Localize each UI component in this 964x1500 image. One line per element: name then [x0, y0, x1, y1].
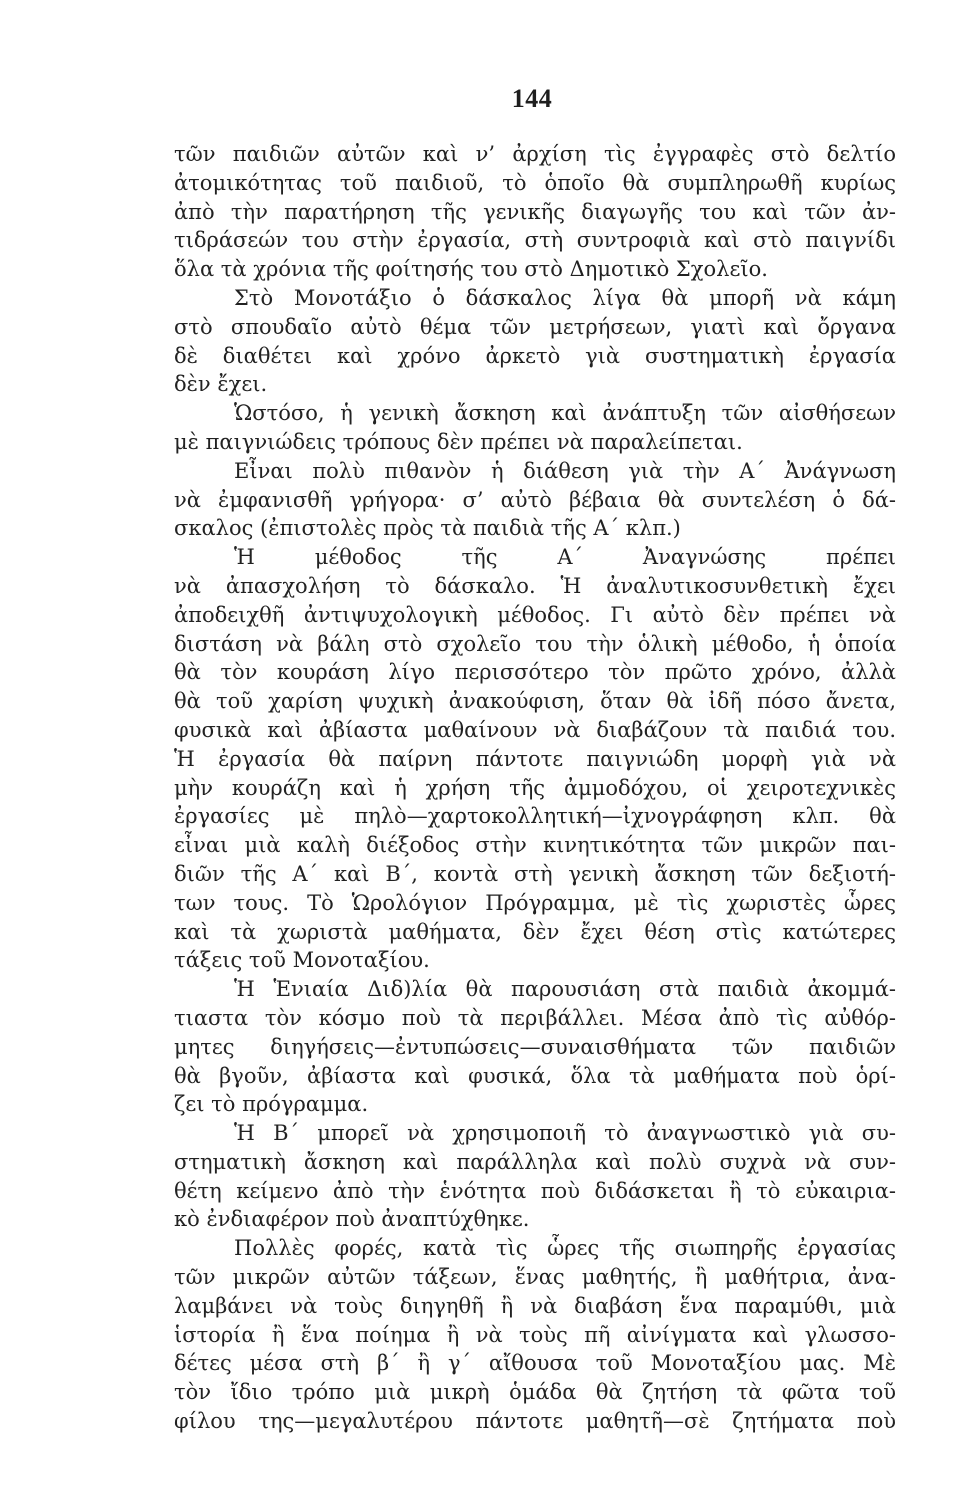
text-line: μὲ παιγνιώδεις τρόπους δὲν πρέπει νὰ παραλείπεται.: [174, 429, 743, 454]
text-line: θέτη κείμενο ἀπὸ τὴν ἑνότητα ποὺ διδάσκεται ἢ τὸ εὐκαιρια-: [174, 1178, 896, 1203]
text-line: ζει τὸ πρόγραμμα.: [174, 1092, 369, 1117]
text-line: διῶν τῆς Α΄ καὶ Β΄, κοντὰ στὴ γενικὴ ἄσκηση τῶν δεξιοτή-: [174, 861, 896, 886]
text-line: δέτες μέσα στὴ β΄ ἢ γ΄ αἴθουσα τοῦ Μονοταξίου μας. Μὲ: [174, 1351, 896, 1376]
text-line: διστάση νὰ βάλη στὸ σχολεῖο του τὴν ὁλικὴ μέθοδο, ἡ ὁποία: [174, 631, 896, 656]
text-line: νὰ ἐμφανισθῆ γρήγορα· σ’ αὐτὸ βέβαια θὰ συντελέση ὁ δά-: [174, 487, 896, 512]
text-line: τῶν μικρῶν αὐτῶν τάξεων, ἕνας μαθητής, ἢ μαθήτρια, ἀνα-: [174, 1265, 896, 1290]
text-line: τῶν παιδιῶν αὐτῶν καὶ ν’ ἀρχίση τὶς ἐγγραφὲς στὸ δελτίο: [174, 142, 896, 166]
text-line: ὅλα τὰ χρόνια τῆς φοίτησής του στὸ Δημοτικὸ Σχολεῖο.: [174, 257, 768, 282]
text-line: καὶ τὰ χωριστὰ μαθήματα, δὲν ἔχει θέση στὶς κατώτερες: [174, 919, 896, 944]
text-line: Στὸ Μονοτάξιο ὁ δάσκαλος λίγα θὰ μπορῆ νὰ κάμη: [234, 285, 896, 310]
text-line: Ὡστόσο, ἡ γενικὴ ἄσκηση καὶ ἀνάπτυξη τῶν αἰσθήσεων: [234, 401, 896, 426]
text-line: φυσικὰ καὶ ἀβίαστα μαθαίνουν νὰ διαβάζουν τὰ παιδιά του.: [174, 717, 896, 742]
text-line: Πολλὲς φορές, κατὰ τὶς ὧρες τῆς σιωπηρῆς ἐργασίας: [234, 1236, 896, 1261]
text-line: Ἡ Ἑνιαία Διδ)λία θὰ παρουσιάση στὰ παιδιὰ ἀκομμά-: [234, 977, 896, 1002]
text-line: μὴν κουράζη καὶ ἡ χρήση τῆς ἀμμοδόχου, οἱ χειροτεχνικὲς: [174, 775, 896, 800]
text-line: των τους. Τὸ Ὡρολόγιον Πρόγραμμα, μὲ τὶς χωριστὲς ὧρες: [174, 890, 896, 915]
text-line: Ἡ μέθοδος τῆς Α΄ Ἀναγνώσης πρέπει: [234, 545, 896, 570]
text-line: τάξεις τοῦ Μονοταξίου.: [174, 948, 430, 973]
text-line: στηματικὴ ἄσκηση καὶ παράλληλα καὶ πολὺ συχνὰ νὰ συν-: [174, 1149, 896, 1174]
text-line: μητες διηγήσεις—ἐντυπώσεις—συναισθήματα τῶν παιδιῶν: [174, 1034, 896, 1059]
text-line: λαμβάνει νὰ τοὺς διηγηθῆ ἢ νὰ διαβάση ἕνα παραμύθι, μιὰ: [174, 1293, 896, 1318]
text-line: τιαστα τὸν κόσμο ποὺ τὰ περιβάλλει. Μέσα ἀπὸ τὶς αὐθόρ-: [174, 1005, 896, 1030]
text-line: Ἡ ἐργασία θὰ παίρνη πάντοτε παιγνιώδη μορφὴ γιὰ νὰ: [174, 746, 896, 771]
text-line: δὲν ἔχει.: [174, 372, 268, 397]
text-line: δὲ διαθέτει καὶ χρόνο ἀρκετὸ γιὰ συστηματικὴ ἐργασία: [174, 343, 896, 368]
text-line: Εἶναι πολὺ πιθανὸν ἡ διάθεση γιὰ τὴν Α΄ Ἀνάγνωση: [234, 458, 896, 483]
text-line: ἐργασίες μὲ πηλὸ—χαρτοκολλητική—ἰχνογράφηση κλπ. θὰ: [174, 804, 896, 829]
text-line: θὰ τοῦ χαρίση ψυχικὴ ἀνακούφιση, ὅταν θὰ ἰδῆ πόσο ἄνετα,: [174, 689, 896, 714]
body-text: [174, 140, 896, 1436]
page-number: 144: [511, 84, 553, 113]
text-line: θὰ τὸν κουράση λίγο περισσότερο τὸν πρῶτο χρόνο, ἀλλὰ: [174, 660, 896, 685]
text-line: στὸ σπουδαῖο αὐτὸ θέμα τῶν μετρήσεων, γιατὶ καὶ ὄργανα: [174, 314, 896, 339]
text-line: εἶναι μιὰ καλὴ διέξοδος στὴν κινητικότητα τῶν μικρῶν παι-: [174, 833, 896, 858]
text-line: ἀποδειχθῆ ἀντιψυχολογικὴ μέθοδος. Γι αὐτὸ δὲν πρέπει νὰ: [174, 602, 896, 627]
text-line: ἀτομικότητας τοῦ παιδιοῦ, τὸ ὁποῖο θὰ συμπληρωθῆ κυρίως: [174, 170, 896, 195]
text-line: κὸ ἐνδιαφέρον ποὺ ἀναπτύχθηκε.: [174, 1207, 530, 1232]
text-line: νὰ ἀπασχολήση τὸ δάσκαλο. Ἡ ἀναλυτικοσυνθετικὴ ἔχει: [174, 573, 896, 598]
text-line: θὰ βγοῦν, ἀβίαστα καὶ φυσικά, ὅλα τὰ μαθήματα ποὺ ὁρί-: [174, 1063, 896, 1088]
text-line: ἀπὸ τὴν παρατήρηση τῆς γενικῆς διαγωγῆς του καὶ τῶν ἀν-: [174, 199, 896, 224]
text-line: ἱστορία ἢ ἕνα ποίημα ἢ νὰ τοὺς πῆ αἰνίγματα καὶ γλωσσο-: [174, 1322, 896, 1347]
text-line: τιδράσεών του στὴν ἐργασία, στὴ συντροφιὰ καὶ στὸ παιγνίδι: [174, 228, 896, 253]
text-line: Ἡ Β΄ μπορεῖ νὰ χρησιμοποιῆ τὸ ἀναγνωστικὸ γιὰ συ-: [234, 1121, 896, 1146]
text-line: τὸν ἴδιο τρόπο μιὰ μικρὴ ὁμάδα θὰ ζητήση τὰ φῶτα τοῦ: [174, 1380, 896, 1405]
text-line: σκαλος (ἐπιστολὲς πρὸς τὰ παιδιὰ τῆς Α΄ κλπ.): [174, 516, 681, 541]
text-line: φίλου της—μεγαλυτέρου πάντοτε μαθητῆ—σὲ ζητήματα ποὺ: [174, 1409, 896, 1434]
